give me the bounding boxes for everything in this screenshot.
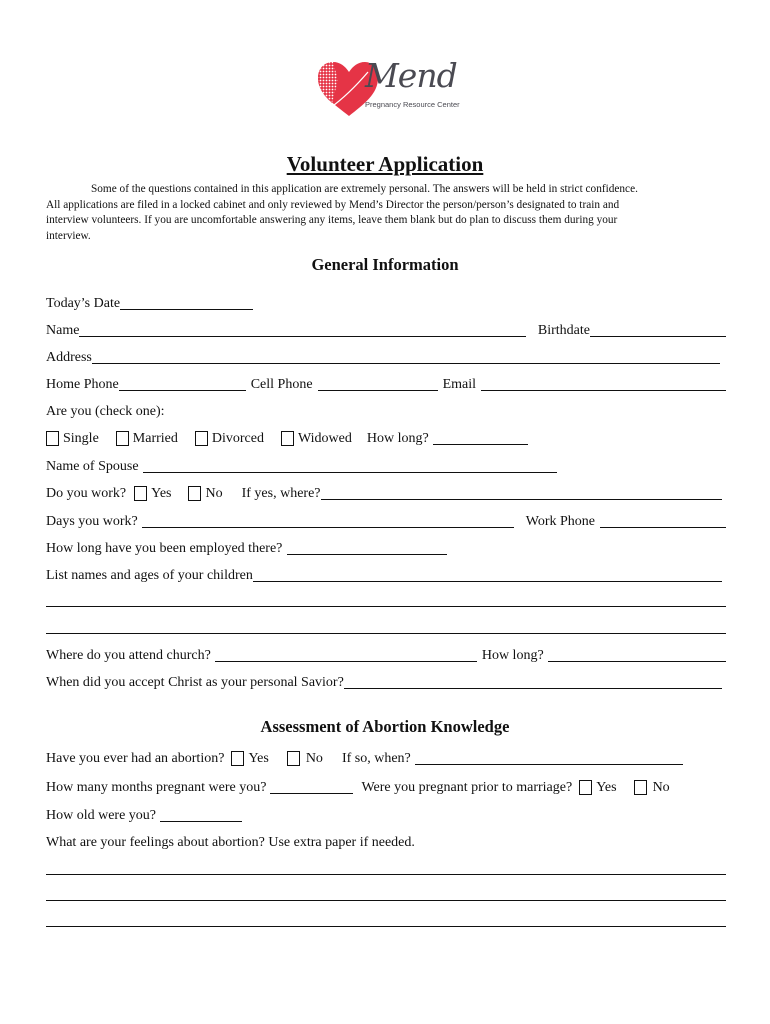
- prior-yes-checkbox[interactable]: [579, 780, 592, 795]
- accept-christ-row: [46, 671, 726, 691]
- birthdate-label: Birthdate: [537, 323, 590, 338]
- spouse-field[interactable]: [143, 458, 557, 473]
- children-extra-line[interactable]: [46, 606, 726, 607]
- feelings-line[interactable]: [46, 926, 726, 927]
- brand-tagline: Pregnancy Resource Center: [365, 100, 460, 109]
- work-where-field[interactable]: [321, 485, 722, 500]
- todays-date-field[interactable]: [120, 295, 253, 310]
- single-checkbox[interactable]: [46, 431, 59, 446]
- children-field[interactable]: [253, 567, 722, 582]
- birthdate-field[interactable]: [590, 322, 726, 337]
- divorced-label: Divorced: [211, 431, 264, 446]
- accept-christ-label: When did you accept Christ as your personal Savior?: [46, 675, 344, 690]
- intro-paragraph: [46, 182, 726, 244]
- had-abortion-row: [46, 747, 726, 767]
- single-label: Single: [63, 431, 99, 446]
- email-field[interactable]: [481, 376, 726, 391]
- todays-date-row: [46, 292, 726, 312]
- church-row: [46, 644, 726, 664]
- intro-line: interview.: [46, 229, 91, 242]
- cell-phone-label: Cell Phone: [250, 377, 313, 392]
- work-no-label: No: [205, 486, 223, 501]
- abortion-no-checkbox[interactable]: [287, 751, 300, 766]
- section-heading-assessment: Assessment of Abortion Knowledge: [260, 717, 510, 736]
- section-heading-general: General Information: [311, 255, 459, 274]
- work-phone-field[interactable]: [600, 513, 726, 528]
- church-how-long-field[interactable]: [548, 647, 726, 662]
- how-old-label: How old were you?: [46, 808, 157, 823]
- church-label: Where do you attend church?: [46, 648, 211, 663]
- name-field[interactable]: [79, 322, 525, 337]
- marital-prompt-row: [46, 400, 726, 420]
- feelings-line[interactable]: [46, 874, 726, 875]
- months-pregnant-label: How many months pregnant were you?: [46, 780, 267, 795]
- widowed-checkbox[interactable]: [281, 431, 294, 446]
- feelings-label: What are your feelings about abortion? Use extra paper if needed.: [46, 835, 415, 850]
- intro-line: interview volunteers. If you are uncomfortable answering any items, leave them blank but do plan to discuss them during your: [46, 214, 618, 226]
- address-label: Address: [46, 350, 92, 365]
- children-row: [46, 564, 726, 584]
- intro-line: All applications are filed in a locked cabinet and only reviewed by Mend’s Director the person/person’s designated to train and: [46, 198, 620, 211]
- marital-how-long-label: How long?: [366, 431, 429, 446]
- todays-date-label: Today’s Date: [46, 296, 121, 311]
- phones-row: [46, 373, 726, 393]
- address-row: [46, 346, 726, 366]
- prior-no-checkbox[interactable]: [634, 780, 647, 795]
- abortion-when-label: If so, when?: [341, 751, 411, 766]
- work-where-label: If yes, where?: [241, 486, 321, 501]
- work-yes-label: Yes: [151, 486, 172, 501]
- divorced-checkbox[interactable]: [195, 431, 208, 446]
- married-label: Married: [132, 431, 178, 446]
- how-old-row: [46, 804, 726, 824]
- home-phone-field[interactable]: [119, 376, 246, 391]
- name-row: [46, 319, 726, 339]
- marital-options-row: [46, 427, 726, 447]
- cell-phone-field[interactable]: [318, 376, 438, 391]
- abortion-no-label: No: [305, 751, 323, 766]
- prior-no-label: No: [652, 780, 670, 795]
- do-you-work-label: Do you work?: [46, 486, 127, 501]
- marital-prompt: Are you (check one):: [46, 404, 165, 419]
- children-label: List names and ages of your children: [46, 568, 253, 583]
- work-row: [46, 482, 726, 502]
- marital-how-long-field[interactable]: [433, 430, 528, 445]
- married-checkbox[interactable]: [116, 431, 129, 446]
- church-how-long-label: How long?: [481, 648, 544, 663]
- feelings-line[interactable]: [46, 900, 726, 901]
- brand-name: Mend: [365, 56, 457, 95]
- feelings-row: [46, 831, 726, 851]
- months-pregnant-field[interactable]: [270, 779, 353, 794]
- months-pregnant-row: [46, 776, 726, 796]
- abortion-yes-label: Yes: [248, 751, 269, 766]
- abortion-yes-checkbox[interactable]: [231, 751, 244, 766]
- prior-marriage-label: Were you pregnant prior to marriage?: [361, 780, 573, 795]
- days-work-label: Days you work?: [46, 514, 138, 529]
- had-abortion-label: Have you ever had an abortion?: [46, 751, 225, 766]
- page-title: Volunteer Application: [286, 152, 484, 176]
- widowed-label: Widowed: [297, 431, 352, 446]
- prior-yes-label: Yes: [596, 780, 617, 795]
- how-old-field[interactable]: [160, 807, 242, 822]
- church-field[interactable]: [215, 647, 477, 662]
- work-phone-label: Work Phone: [525, 514, 595, 529]
- intro-line: Some of the questions contained in this application are extremely personal. The answers will be held in strict confidence.: [91, 183, 638, 195]
- spouse-label: Name of Spouse: [46, 459, 139, 474]
- email-label: Email: [442, 377, 476, 392]
- children-extra-line[interactable]: [46, 633, 726, 634]
- name-label: Name: [46, 323, 80, 338]
- accept-christ-field[interactable]: [344, 674, 722, 689]
- address-field[interactable]: [92, 349, 720, 364]
- work-yes-checkbox[interactable]: [134, 486, 147, 501]
- home-phone-label: Home Phone: [46, 377, 119, 392]
- employed-label: How long have you been employed there?: [46, 541, 283, 556]
- days-work-row: [46, 510, 726, 530]
- abortion-when-field[interactable]: [415, 750, 683, 765]
- employed-row: [46, 537, 726, 557]
- employed-field[interactable]: [287, 540, 447, 555]
- days-work-field[interactable]: [142, 513, 514, 528]
- work-no-checkbox[interactable]: [188, 486, 201, 501]
- spouse-row: [46, 455, 726, 475]
